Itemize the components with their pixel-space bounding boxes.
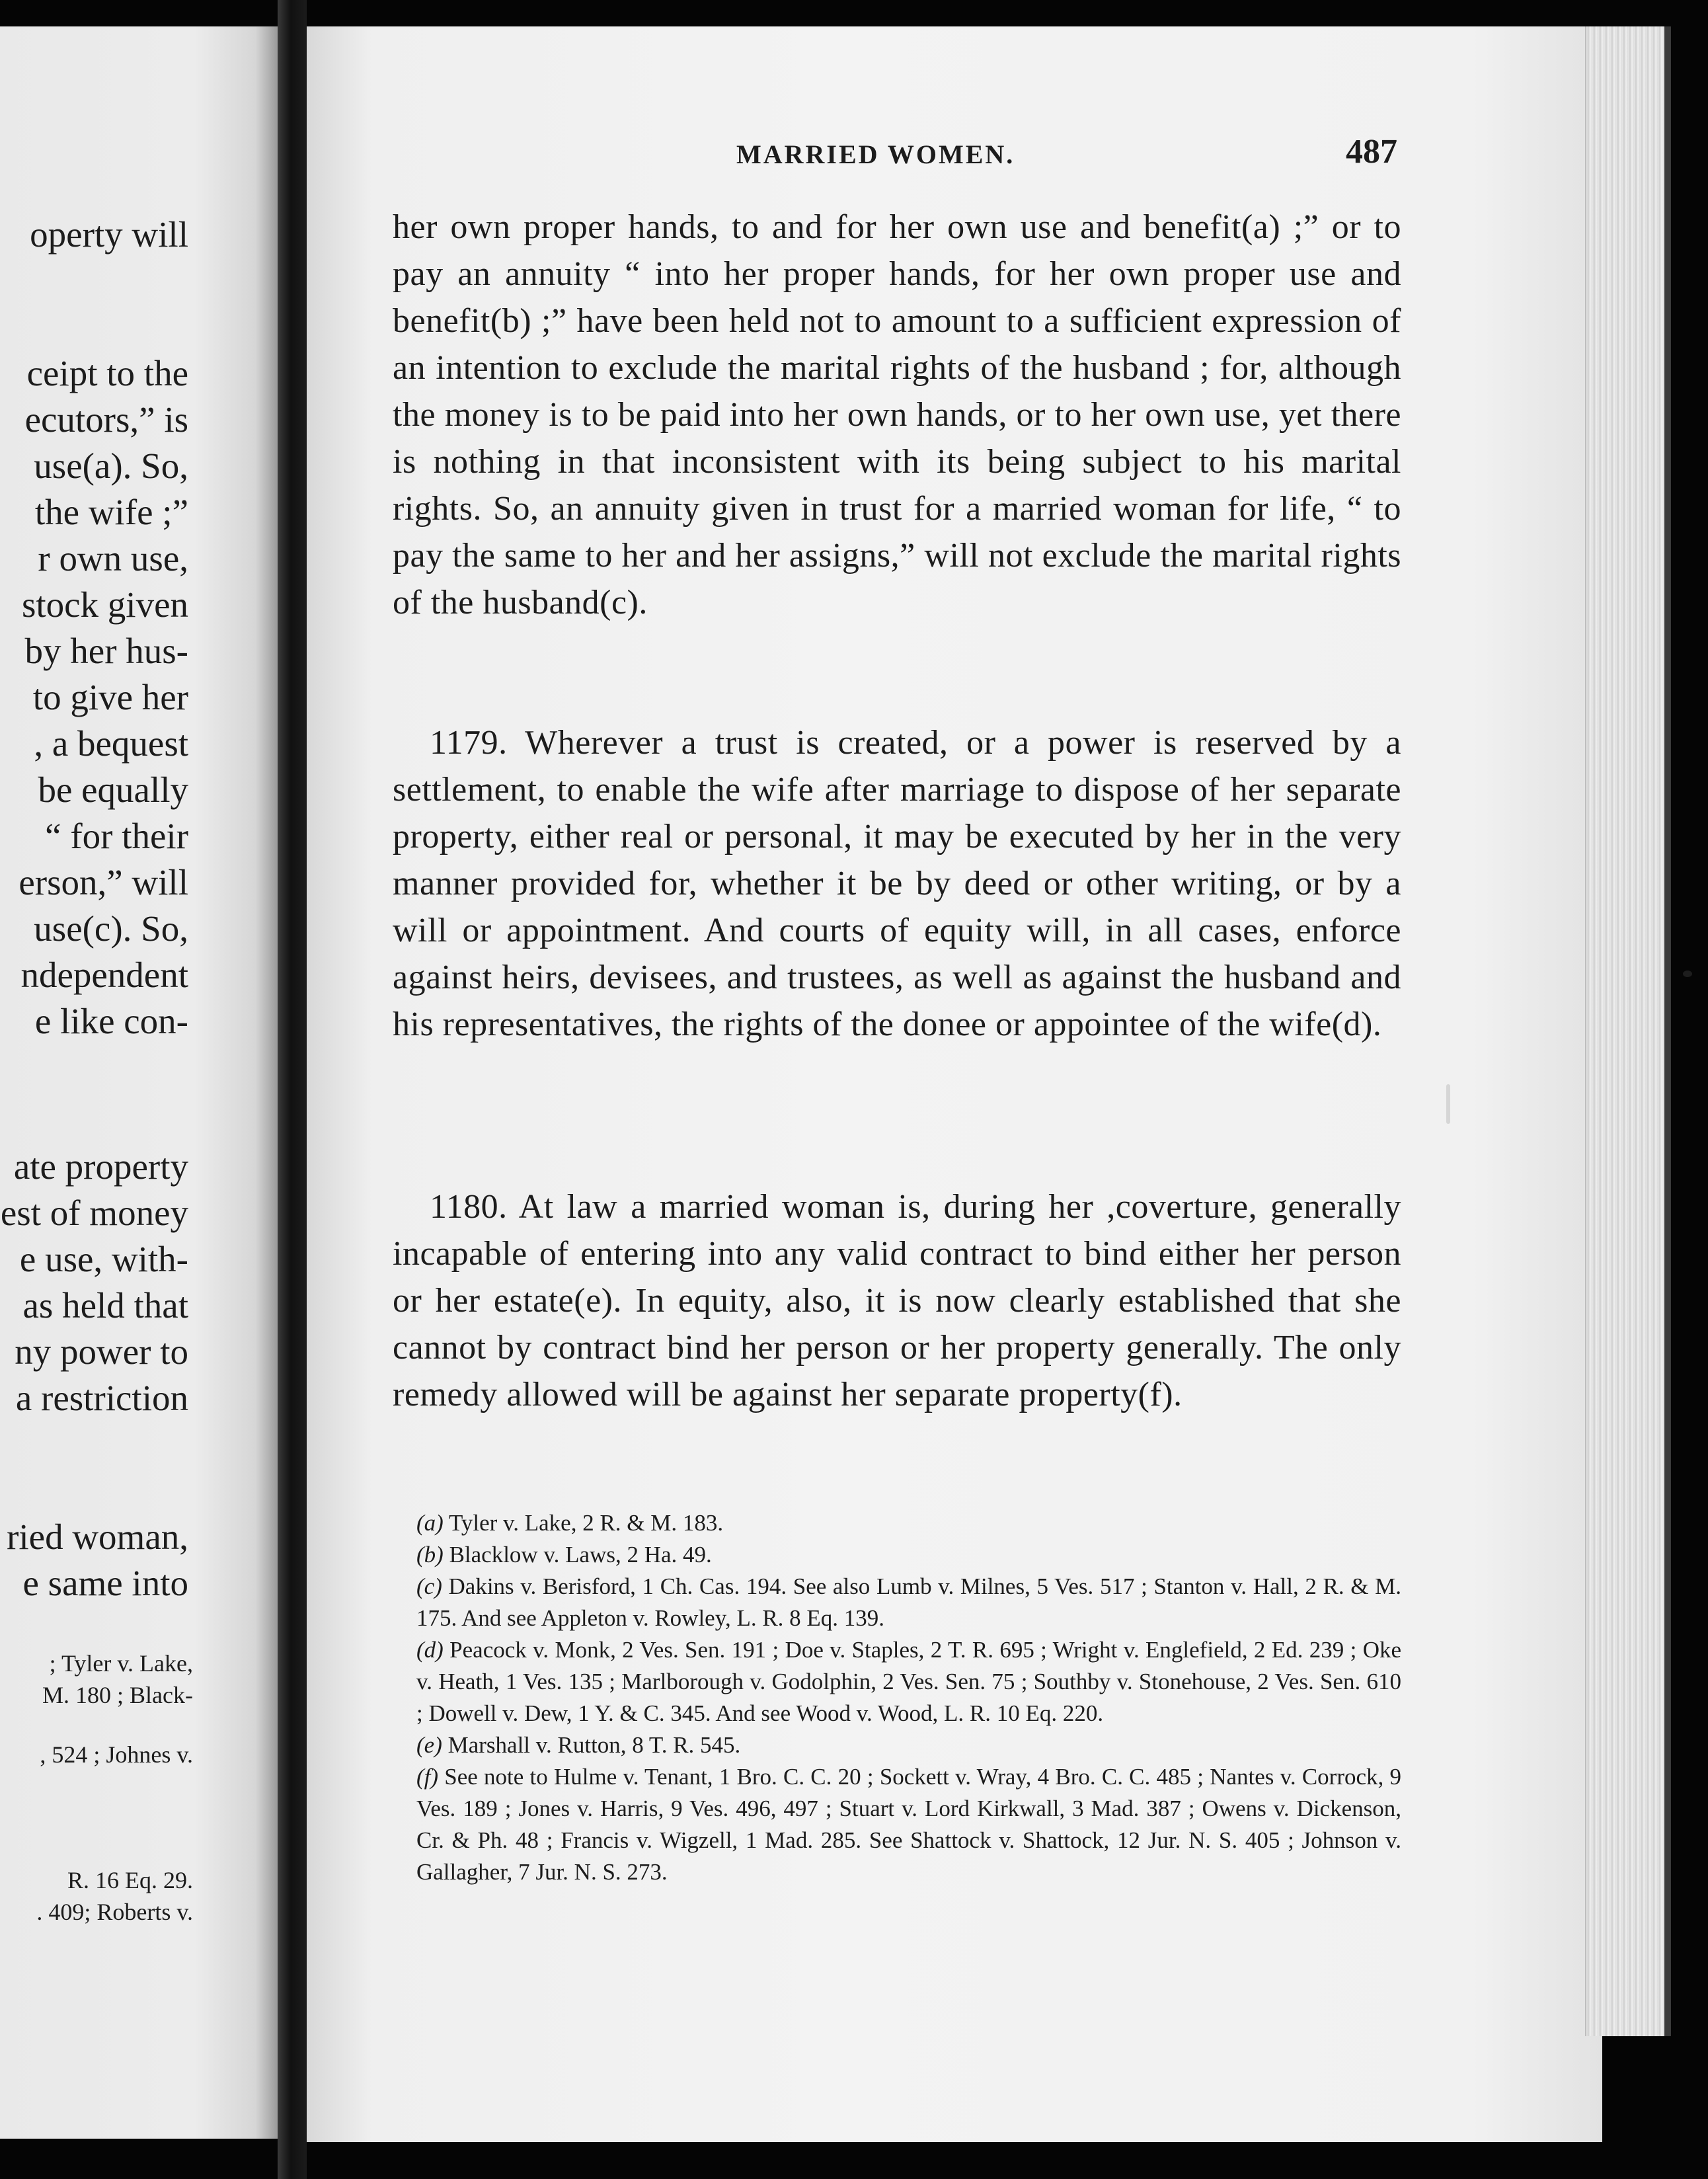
left-line: e like con-: [34, 1001, 188, 1041]
footnotes: [416, 1507, 1401, 1888]
footnote-text: Dakins v. Berisford, 1 Ch. Cas. 194. See also Lumb v. Milnes, 5 Ves. 517 ; Stanton v. Hall, 2 R. & M. 175. And see Appleton v. Rowley, L. R. 8 Eq. 139.: [416, 1573, 1402, 1631]
footnote-b: [416, 1539, 1401, 1571]
footnote-a: [416, 1507, 1401, 1539]
left-line: , a bequest: [34, 723, 188, 764]
left-line: ndependent: [20, 955, 188, 995]
left-line: be equally: [38, 770, 188, 810]
left-line: ried woman,: [7, 1517, 188, 1557]
body-paragraph-1180: [393, 1183, 1401, 1418]
paragraph-text: 1179. Wherever a trust is created, or a power is reserved by a settlement, to enable the wife after marriage to dispose of her separate property, either real or personal, it may be executed by her in the very manner provided for, whether it be by deed or other writing, or by a will or appointment. And courts of equity will, in all cases, enforce against heirs, devisees, and trustees, as well as against the husband and his representatives, the rights of the donee or appointee of the wife(d).: [393, 724, 1401, 1043]
page-number: 487: [1346, 133, 1397, 171]
book-gutter: [278, 0, 307, 2179]
footnote-text: Peacock v. Monk, 2 Ves. Sen. 191 ; Doe v. Staples, 2 T. R. 695 ; Wright v. Englefield, 2 Ed. 239 ; Oke v. Heath, 1 Ves. 135 ; Marlborough v. Godolphin, 2 Ves. Sen. 75 ; Southby v. Stonehouse, 2 Ves. Sen. 610 ; Dowell v. Dew, 1 Y. & C. 345. And see Wood v. Wood, L. R. 10 Eq. 220.: [416, 1637, 1401, 1726]
scan-smudge: [1683, 971, 1692, 977]
footnote-marker: (b): [416, 1542, 444, 1567]
footnote-text: See note to Hulme v. Tenant, 1 Bro. C. C. 20 ; Sockett v. Wray, 4 Bro. C. C. 485 ; Nantes v. Corrock, 9 Ves. 189 ; Jones v. Harris, 9 Ves. 496, 497 ; Stuart v. Lord Kirkwall, 3 Mad. 387 ; Owens v. Dickenson, Cr. & Ph. 48 ; Francis v. Wigzell, 1 Mad. 285. See Shattock v. Shattock, 12 Jur. N. S. 405 ; Johnson v. Gallagher, 7 Jur. N. S. 273.: [416, 1764, 1401, 1885]
footnote-c: [416, 1571, 1401, 1634]
left-line: by her hus-: [24, 631, 188, 671]
left-facing-page: [0, 26, 278, 2139]
left-line: use(c). So,: [34, 908, 188, 949]
footnote-marker: (c): [416, 1573, 442, 1599]
footnote-text: Tyler v. Lake, 2 R. & M. 183.: [448, 1510, 724, 1536]
left-line: r own use,: [38, 538, 188, 578]
running-head: MARRIED WOMEN.: [736, 139, 1015, 169]
left-line: e use, with-: [19, 1239, 188, 1279]
footnote-e: [416, 1729, 1401, 1761]
footnote-marker: (a): [416, 1510, 444, 1536]
left-line: stock given: [21, 584, 188, 625]
left-line: the wife ;”: [34, 492, 188, 532]
footnote-d: [416, 1634, 1401, 1729]
body-paragraph-1179: [393, 719, 1401, 1048]
left-line: ate property: [13, 1146, 188, 1187]
footnote-f: [416, 1761, 1401, 1888]
body-paragraph-continued: [393, 204, 1401, 626]
left-line: e same into: [22, 1563, 188, 1603]
left-line: ceipt to the: [26, 353, 188, 393]
paragraph-text: 1180. At law a married woman is, during her ,coverture, generally incapable of entering into any valid contract to bind either her person or her estate(e). In equity, also, it is now clearly established that she cannot by contract bind her person or her property generally. The only remedy allowed will be against her separate property(f).: [393, 1188, 1401, 1413]
paragraph-text: her own proper hands, to and for her own use and benefit(a) ;” or to pay an annuity “ into her proper hands, for her own proper use and benefit(b) ;” have been held not to amount to a sufficient expression of an intention to exclude the marital rights of the husband ; for, although the money is to be paid into her own hands, or to her own use, yet there is nothing in that inconsistent with its being subject to his marital rights. So, an annuity given in trust for a married woman for life, “ to pay the same to her and her assigns,” will not exclude the marital rights of the husband(c).: [393, 208, 1401, 621]
footnote-marker: (e): [416, 1732, 442, 1758]
left-footnote-line: ; Tyler v. Lake,: [49, 1650, 193, 1677]
left-line: est of money: [0, 1193, 188, 1233]
left-footnote-line: M. 180 ; Black-: [42, 1682, 193, 1708]
left-line: a restriction: [15, 1378, 188, 1418]
footnote-text: Blacklow v. Laws, 2 Ha. 49.: [449, 1542, 712, 1567]
left-line: “ for their: [45, 816, 188, 856]
left-line: erson,” will: [19, 862, 188, 902]
footnote-text: Marshall v. Rutton, 8 T. R. 545.: [447, 1732, 741, 1758]
page-edges: [1585, 26, 1666, 2036]
left-line: ny power to: [15, 1331, 188, 1372]
page-edge-shadow: [1664, 26, 1671, 2036]
footnote-marker: (d): [416, 1637, 444, 1663]
left-footnote-line: , 524 ; Johnes v.: [40, 1741, 193, 1768]
scan-smudge: [1446, 1084, 1450, 1124]
left-line: ecutors,” is: [24, 399, 188, 440]
left-footnote-line: R. 16 Eq. 29.: [67, 1867, 193, 1893]
left-line: as held that: [22, 1285, 188, 1326]
footnote-marker: (f): [416, 1764, 439, 1790]
left-line: to give her: [32, 677, 188, 717]
left-line: operty will: [30, 214, 188, 255]
left-footnote-line: . 409; Roberts v.: [36, 1899, 193, 1925]
left-line: use(a). So,: [34, 446, 188, 486]
